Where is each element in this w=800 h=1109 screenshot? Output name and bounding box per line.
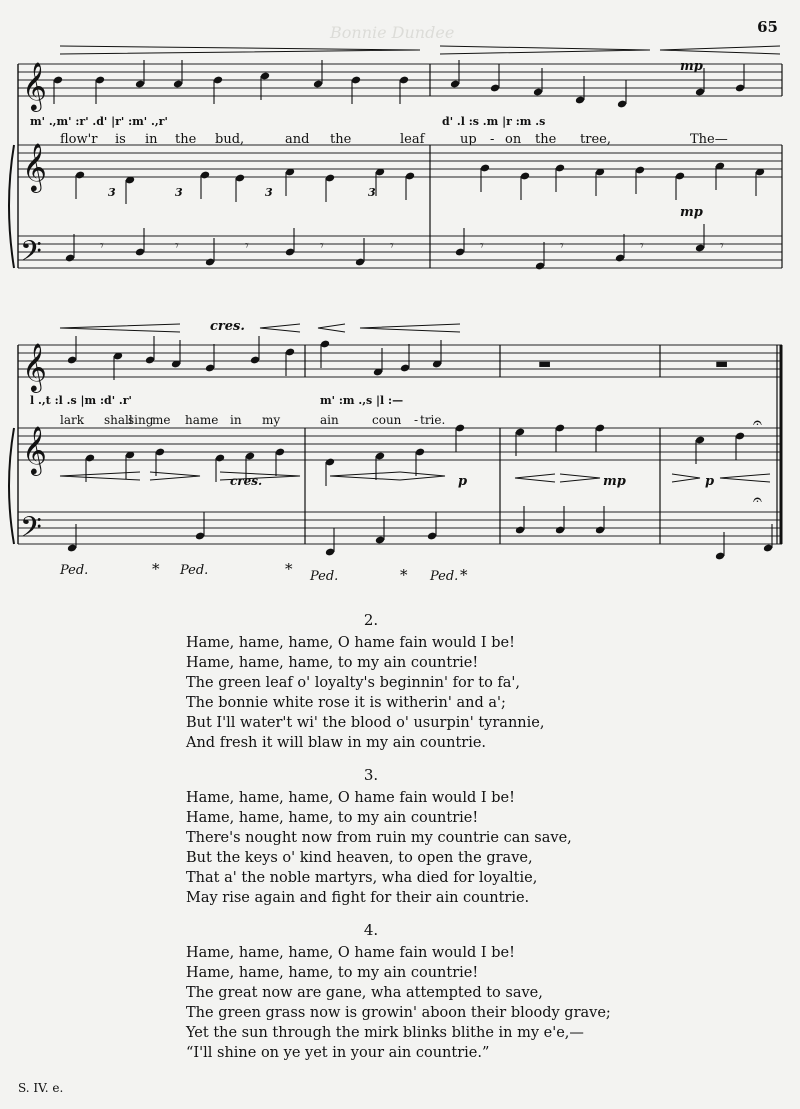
eighth-rest-icon: 𝄾 bbox=[245, 238, 249, 254]
verse-3 bbox=[186, 765, 656, 908]
eighth-rest-icon: 𝄾 bbox=[640, 238, 644, 254]
verse-number: 2. bbox=[363, 611, 379, 629]
lyric-syllable: and bbox=[285, 132, 310, 147]
fermata-icon: 𝄐 bbox=[753, 490, 762, 509]
fermata-icon: 𝄐 bbox=[753, 413, 762, 432]
lyric-syllable: is bbox=[115, 132, 126, 147]
decrescendo-hairpin bbox=[150, 472, 200, 480]
decrescendo-hairpin bbox=[672, 474, 700, 482]
crescendo-hairpin bbox=[260, 324, 300, 332]
pedal-mark: Ped. bbox=[60, 563, 89, 578]
lyric-syllable: the bbox=[175, 132, 197, 147]
dynamic-mp: mp bbox=[603, 474, 626, 489]
eighth-rest-icon: 𝄾 bbox=[720, 238, 724, 254]
eighth-rest-icon: 𝄾 bbox=[560, 238, 564, 254]
lyric-syllable: ain bbox=[320, 413, 339, 427]
lyric-syllable: my bbox=[262, 413, 281, 427]
eighth-rest-icon: 𝄾 bbox=[100, 238, 104, 254]
verse-line: There's nought now from ruin my countrie can save, bbox=[186, 830, 572, 846]
lyric-syllable: sing bbox=[128, 413, 154, 427]
pedal-release-icon: * bbox=[400, 566, 408, 584]
treble-clef-icon: 𝄞 bbox=[22, 425, 47, 474]
verse-2 bbox=[186, 610, 656, 753]
tonic-solfa: l .,t :l .s |m :d' .r' bbox=[30, 394, 132, 407]
triplet-marking: 3 bbox=[108, 186, 116, 199]
dynamic-p: p bbox=[458, 474, 468, 489]
whole-rest-icon: ▬ bbox=[715, 356, 729, 372]
decrescendo-hairpin bbox=[400, 472, 445, 480]
crescendo-hairpin bbox=[330, 472, 400, 480]
lyric-syllable: coun bbox=[372, 413, 402, 427]
verse-line: That a' the noble martyrs, wha died for loyaltie, bbox=[186, 870, 538, 886]
verse-line: Yet the sun through the mirk blinks blithe in my e'e,— bbox=[186, 1025, 584, 1041]
verse-line: The green grass now is growin' aboon their bloody grave; bbox=[186, 1005, 611, 1021]
lyric-syllable: on bbox=[505, 132, 522, 147]
dynamic-mp: mp bbox=[680, 59, 703, 74]
lyric-syllable: leaf bbox=[400, 132, 425, 147]
whole-rest-icon: ▬ bbox=[538, 356, 552, 372]
verse-number: 4. bbox=[363, 921, 379, 939]
crescendo-hairpin bbox=[720, 474, 770, 482]
crescendo-hairpin bbox=[360, 324, 460, 332]
tonic-solfa: m' .,m' :r' .d' |r' :m' .,r' bbox=[30, 115, 168, 128]
pedal-mark: Ped. bbox=[310, 569, 339, 584]
treble-clef-icon: 𝄞 bbox=[22, 342, 47, 391]
triplet-marking: 3 bbox=[175, 186, 183, 199]
lyric-syllable: the bbox=[535, 132, 557, 147]
verse-line: But the keys o' kind heaven, to open the grave, bbox=[186, 850, 533, 866]
triplet-marking: 3 bbox=[368, 186, 376, 199]
pedal-mark: Ped. bbox=[430, 569, 459, 584]
lyric-syllable: up bbox=[460, 132, 477, 147]
lyric-syllable: - bbox=[490, 132, 495, 147]
eighth-rest-icon: 𝄾 bbox=[320, 238, 324, 254]
brace-icon bbox=[9, 428, 14, 544]
decrescendo-hairpin bbox=[60, 46, 420, 54]
lyric-syllable: hame bbox=[185, 413, 219, 427]
header-faint: Bonnie Dundee bbox=[330, 23, 455, 42]
pedal-release-icon: * bbox=[285, 560, 293, 578]
triplet-marking: 3 bbox=[265, 186, 273, 199]
lyric-syllable: trie. bbox=[420, 413, 446, 427]
verse-line: Hame, hame, hame, O hame fain would I be! bbox=[186, 790, 515, 806]
verse-line: Hame, hame, hame, to my ain countrie! bbox=[186, 965, 479, 981]
crescendo-hairpin bbox=[60, 472, 140, 480]
lyric-syllable: in bbox=[230, 413, 242, 427]
pedal-mark: Ped. bbox=[180, 563, 209, 578]
page-number: 65 bbox=[757, 18, 778, 36]
verse-line: Hame, hame, hame, O hame fain would I be! bbox=[186, 945, 515, 961]
verse-line: Hame, hame, hame, O hame fain would I be! bbox=[186, 635, 515, 651]
crescendo-hairpin bbox=[318, 324, 345, 332]
dynamic-cres: cres. bbox=[210, 319, 245, 334]
bass-clef-icon: 𝄢 bbox=[20, 235, 42, 275]
dynamic-mp: mp bbox=[680, 205, 703, 220]
lyric-syllable: in bbox=[145, 132, 158, 147]
verse-4 bbox=[186, 920, 656, 1063]
dynamic-p: p bbox=[705, 474, 715, 489]
lyric-syllable: me bbox=[152, 413, 171, 427]
verse-line: The bonnie white rose it is witherin' and a'; bbox=[186, 695, 506, 711]
lyric-syllable: The— bbox=[690, 132, 728, 147]
crescendo-hairpin bbox=[515, 474, 555, 482]
verse-line: May rise again and fight for their ain countrie. bbox=[186, 890, 530, 906]
lyric-syllable: the bbox=[330, 132, 352, 147]
decrescendo-hairpin bbox=[440, 46, 650, 54]
pedal-release-icon: * bbox=[152, 560, 160, 578]
verse-line: Hame, hame, hame, to my ain countrie! bbox=[186, 655, 479, 671]
lyric-syllable: tree, bbox=[580, 132, 611, 147]
decrescendo-hairpin bbox=[560, 474, 600, 482]
verse-line: “I'll shine on ye yet in your ain countrie.” bbox=[186, 1045, 490, 1061]
lyric-syllable: lark bbox=[60, 413, 84, 427]
verse-number: 3. bbox=[363, 766, 379, 784]
verse-line: Hame, hame, hame, to my ain countrie! bbox=[186, 810, 479, 826]
verse-line: The great now are gane, wha attempted to save, bbox=[186, 985, 543, 1001]
dynamic-cres: cres. bbox=[230, 474, 263, 488]
verse-line: But I'll water't wi' the blood o' usurpin' tyrannie, bbox=[186, 715, 545, 731]
verse-line: And fresh it will blaw in my ain countrie. bbox=[186, 735, 487, 751]
lyric-syllable: bud, bbox=[215, 132, 245, 147]
footer-code: S. IV. e. bbox=[18, 1081, 64, 1095]
score-layer bbox=[9, 23, 782, 584]
eighth-rest-icon: 𝄾 bbox=[480, 238, 484, 254]
crescendo-hairpin bbox=[660, 46, 780, 54]
eighth-rest-icon: 𝄾 bbox=[175, 238, 179, 254]
verse-line: The green leaf o' loyalty's beginnin' for to fa', bbox=[186, 675, 521, 691]
lyric-syllable: - bbox=[414, 413, 419, 427]
eighth-rest-icon: 𝄾 bbox=[390, 238, 394, 254]
crescendo-hairpin bbox=[60, 324, 180, 332]
lyric-syllable: shall bbox=[104, 413, 133, 427]
pedal-release-icon: * bbox=[460, 566, 468, 584]
treble-clef-icon: 𝄞 bbox=[22, 142, 47, 191]
brace-icon bbox=[9, 145, 14, 268]
tonic-solfa: m' :m .,s |l :— bbox=[320, 394, 404, 407]
treble-clef-icon: 𝄞 bbox=[22, 61, 47, 110]
tonic-solfa: d' .l :s .m |r :m .s bbox=[442, 115, 546, 128]
bass-clef-icon: 𝄢 bbox=[20, 511, 42, 551]
lyric-syllable: flow'r bbox=[60, 132, 98, 147]
